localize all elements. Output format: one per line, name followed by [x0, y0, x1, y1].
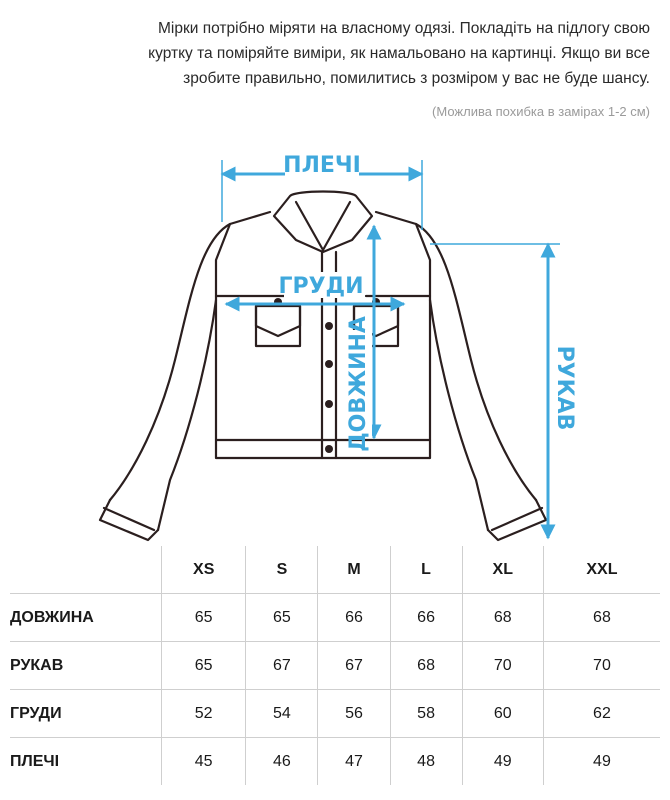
- label-shoulders: ПЛЕЧІ: [283, 153, 361, 178]
- label-length: ДОВЖИНА: [346, 316, 371, 452]
- table-cell: 70: [543, 642, 660, 690]
- intro-line-2: куртку та поміряйте виміри, як намальовано на картинці. Якщо ви все: [148, 45, 650, 62]
- size-header-s: S: [246, 546, 318, 594]
- table-cell: 45: [162, 738, 246, 786]
- table-cell: 68: [390, 642, 462, 690]
- table-cell: 68: [543, 594, 660, 642]
- row-label: РУКАВ: [10, 642, 162, 690]
- table-cell: 46: [246, 738, 318, 786]
- size-header-row: [10, 546, 660, 594]
- table-cell: 68: [462, 594, 543, 642]
- label-chest: ГРУДИ: [278, 274, 364, 299]
- table-cell: 67: [246, 642, 318, 690]
- table-cell: 58: [390, 690, 462, 738]
- table-cell: 70: [462, 642, 543, 690]
- table-cell: 49: [462, 738, 543, 786]
- row-label: ПЛЕЧІ: [10, 738, 162, 786]
- size-table-container: [0, 546, 670, 785]
- table-cell: 49: [543, 738, 660, 786]
- row-label: ДОВЖИНА: [10, 594, 162, 642]
- table-cell: 54: [246, 690, 318, 738]
- size-table: [10, 546, 660, 785]
- table-cell: 67: [318, 642, 390, 690]
- table-cell: 60: [462, 690, 543, 738]
- table-row: [10, 594, 660, 642]
- table-row: [10, 642, 660, 690]
- intro-text: [10, 16, 650, 91]
- size-header-xxl: XXL: [543, 546, 660, 594]
- size-header-empty: [10, 546, 162, 594]
- table-cell: 48: [390, 738, 462, 786]
- table-cell: 52: [162, 690, 246, 738]
- label-sleeve: РУКАВ: [552, 345, 577, 431]
- table-cell: 65: [246, 594, 318, 642]
- table-cell: 65: [162, 594, 246, 642]
- row-label: ГРУДИ: [10, 690, 162, 738]
- table-cell: 65: [162, 642, 246, 690]
- size-header-m: M: [318, 546, 390, 594]
- table-cell: 62: [543, 690, 660, 738]
- table-cell: 66: [318, 594, 390, 642]
- intro-line-3: зробите правильно, помилитись з розміром у вас не буде шансу.: [183, 70, 650, 87]
- size-header-l: L: [390, 546, 462, 594]
- size-header-xl: XL: [462, 546, 543, 594]
- jacket-diagram: [0, 140, 670, 550]
- intro-line-1: Мірки потрібно міряти на власному одязі. Покладіть на підлогу свою: [158, 20, 650, 37]
- size-header-xs: XS: [162, 546, 246, 594]
- table-row: [10, 738, 660, 786]
- table-row: [10, 690, 660, 738]
- table-cell: 56: [318, 690, 390, 738]
- jacket-illustration: [0, 140, 670, 550]
- table-cell: 47: [318, 738, 390, 786]
- tolerance-note: (Можлива похибка в замірах 1-2 см): [432, 104, 650, 119]
- table-cell: 66: [390, 594, 462, 642]
